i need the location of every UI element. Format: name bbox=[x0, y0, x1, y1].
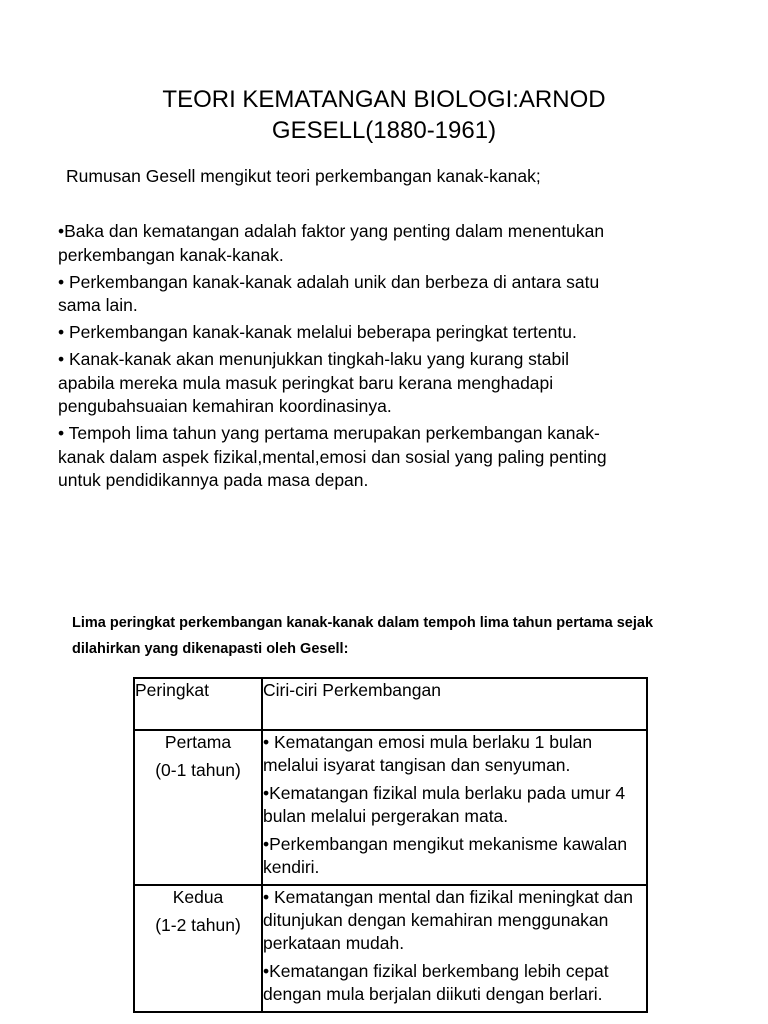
header-stage: Peringkat bbox=[134, 678, 262, 730]
table-row bbox=[134, 885, 647, 1012]
stages-table bbox=[133, 677, 648, 1013]
title-line-1: TEORI KEMATANGAN BIOLOGI:ARNOD bbox=[162, 86, 606, 113]
table-row bbox=[134, 730, 647, 885]
description-cell bbox=[262, 730, 647, 885]
description-cell bbox=[262, 885, 647, 1012]
description-point: • Kematangan emosi mula berlaku 1 bulan melalui isyarat tangisan dan senyuman. bbox=[263, 732, 593, 775]
bullet-item: • Tempoh lima tahun yang pertama merupakan perkembangan kanak-kanak dalam aspek fizikal,mental,emosi dan sosial yang paling penting untuk pendidikannya pada masa depan. bbox=[58, 423, 607, 490]
table-caption: Lima peringkat perkembangan kanak-kanak dalam tempoh lima tahun pertama sejak dilahirkan yang dikenapasti oleh Gesell: bbox=[72, 615, 654, 657]
bullet-item: • Kanak-kanak akan menunjukkan tingkah-laku yang kurang stabil apabila mereka mula masuk peringkat baru kerana menghadapi pengubahsuaian kemahiran koordinasinya. bbox=[58, 349, 570, 416]
bullet-item: •Baka dan kematangan adalah faktor yang penting dalam menentukan perkembangan kanak-kanak. bbox=[58, 221, 605, 265]
description-point: •Perkembangan mengikut mekanisme kawalan kendiri. bbox=[263, 834, 628, 877]
bullet-item: • Perkembangan kanak-kanak adalah unik dan berbeza di antara satu sama lain. bbox=[58, 271, 600, 315]
stage-age: (0-1 tahun) bbox=[155, 760, 241, 780]
description-point: •Kematangan fizikal berkembang lebih cepat dengan mula berjalan diikuti dengan berlari. bbox=[263, 961, 609, 1004]
table-header-row bbox=[134, 678, 647, 730]
stage-name: Pertama bbox=[164, 732, 232, 752]
stage-cell bbox=[134, 885, 262, 1012]
bullet-list bbox=[58, 220, 618, 496]
description-point: •Kematangan fizikal mula berlaku pada umur 4 bulan melalui pergerakan mata. bbox=[263, 783, 626, 826]
stage-cell bbox=[134, 730, 262, 885]
title-line-2: GESELL(1880-1961) bbox=[271, 117, 497, 144]
stage-name: Kedua bbox=[172, 887, 224, 907]
stage-age: (1-2 tahun) bbox=[155, 915, 241, 935]
description-point: • Kematangan mental dan fizikal meningkat dan ditunjukan dengan kemahiran menggunakan perkataan mudah. bbox=[263, 887, 633, 953]
header-characteristics: Ciri-ciri Perkembangan bbox=[262, 678, 647, 730]
page-title bbox=[60, 84, 708, 146]
intro-text: Rumusan Gesell mengikut teori perkembangan kanak-kanak; bbox=[66, 166, 541, 186]
bullet-item: • Perkembangan kanak-kanak melalui beberapa peringkat tertentu. bbox=[58, 322, 577, 342]
